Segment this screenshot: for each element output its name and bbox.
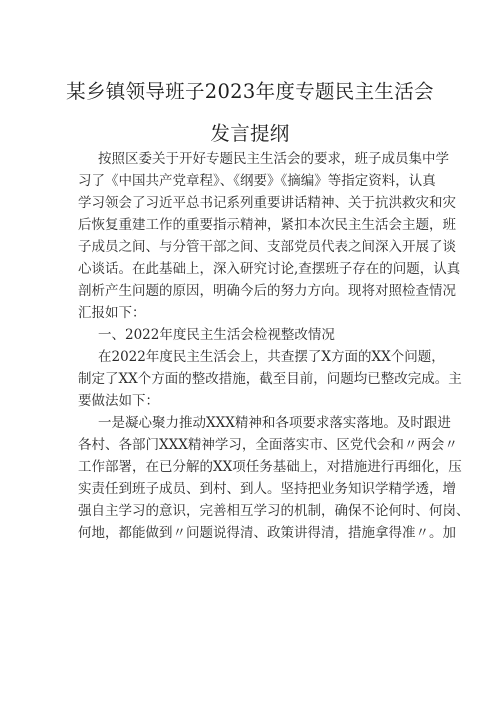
- paragraph-4-line-1: 一是凝心聚力推动XXX精神和各项要求落实落地。及时跟进: [98, 415, 451, 431]
- paragraph-4-line-6: 何地，都能做到〃问题说得清、政策讲得清，措施拿得准〃。加: [78, 525, 456, 541]
- document-title-line2: 发言提纲: [210, 122, 290, 145]
- paragraph-1-line-1: 按照区委关于开好专题民主生活会的要求，班子成员集中学: [98, 151, 449, 167]
- paragraph-4-line-3: 工作部署，在已分解的XX项任务基础上，对措施进行再细化，压: [78, 459, 462, 475]
- paragraph-1-line-8: 汇报如下：: [78, 305, 146, 321]
- document-title-line1: 某乡镇领导班子2023年度专题民主生活会: [66, 80, 434, 103]
- paragraph-1-line-6: 心谈话。在此基础上，深入研究讨论,查摆班子存在的问题，认真: [78, 261, 461, 277]
- paragraph-3-line-3: 要做法如下：: [78, 393, 159, 409]
- paragraph-1-line-3: 学习领会了习近平总书记系列重要讲话精神、关于抗洪救灾和灾: [78, 195, 456, 211]
- paragraph-1-line-7: 剖析产生问题的原因，明确今后的努力方向。现将对照检查情况: [78, 283, 456, 299]
- paragraph-4-line-4: 实责任到班子成员、到村、到人。坚持把业务知识学精学透，增: [78, 481, 456, 497]
- section-heading: 一、2022年度民主生活会检视整改情况: [98, 327, 335, 343]
- paragraph-4-line-2: 各村、各部门XXX精神学习，全面落实市、区党代会和〃两会〃: [78, 437, 458, 453]
- paragraph-1-line-5: 子成员之间、与分管干部之间、支部党员代表之间深入开展了谈: [78, 239, 456, 255]
- paragraph-4-line-5: 强自主学习的意识，完善相互学习的机制，确保不论何时、何岗、: [78, 503, 470, 519]
- paragraph-1-line-2: 习了《中国共产党章程》、《纲要》《摘编》等指定资料，认真: [78, 173, 436, 189]
- paragraph-3-line-1: 在2022年度民主生活会上，共查摆了X方面的XX个问题，: [98, 349, 445, 365]
- paragraph-1-line-4: 后恢复重建工作的重要指示精神，紧扣本次民主生活会主题，班: [78, 217, 456, 233]
- paragraph-3-line-2: 制定了XX个方面的整改措施，截至目前，问题均已整改完成。主: [78, 371, 462, 387]
- document-body: [78, 148, 470, 544]
